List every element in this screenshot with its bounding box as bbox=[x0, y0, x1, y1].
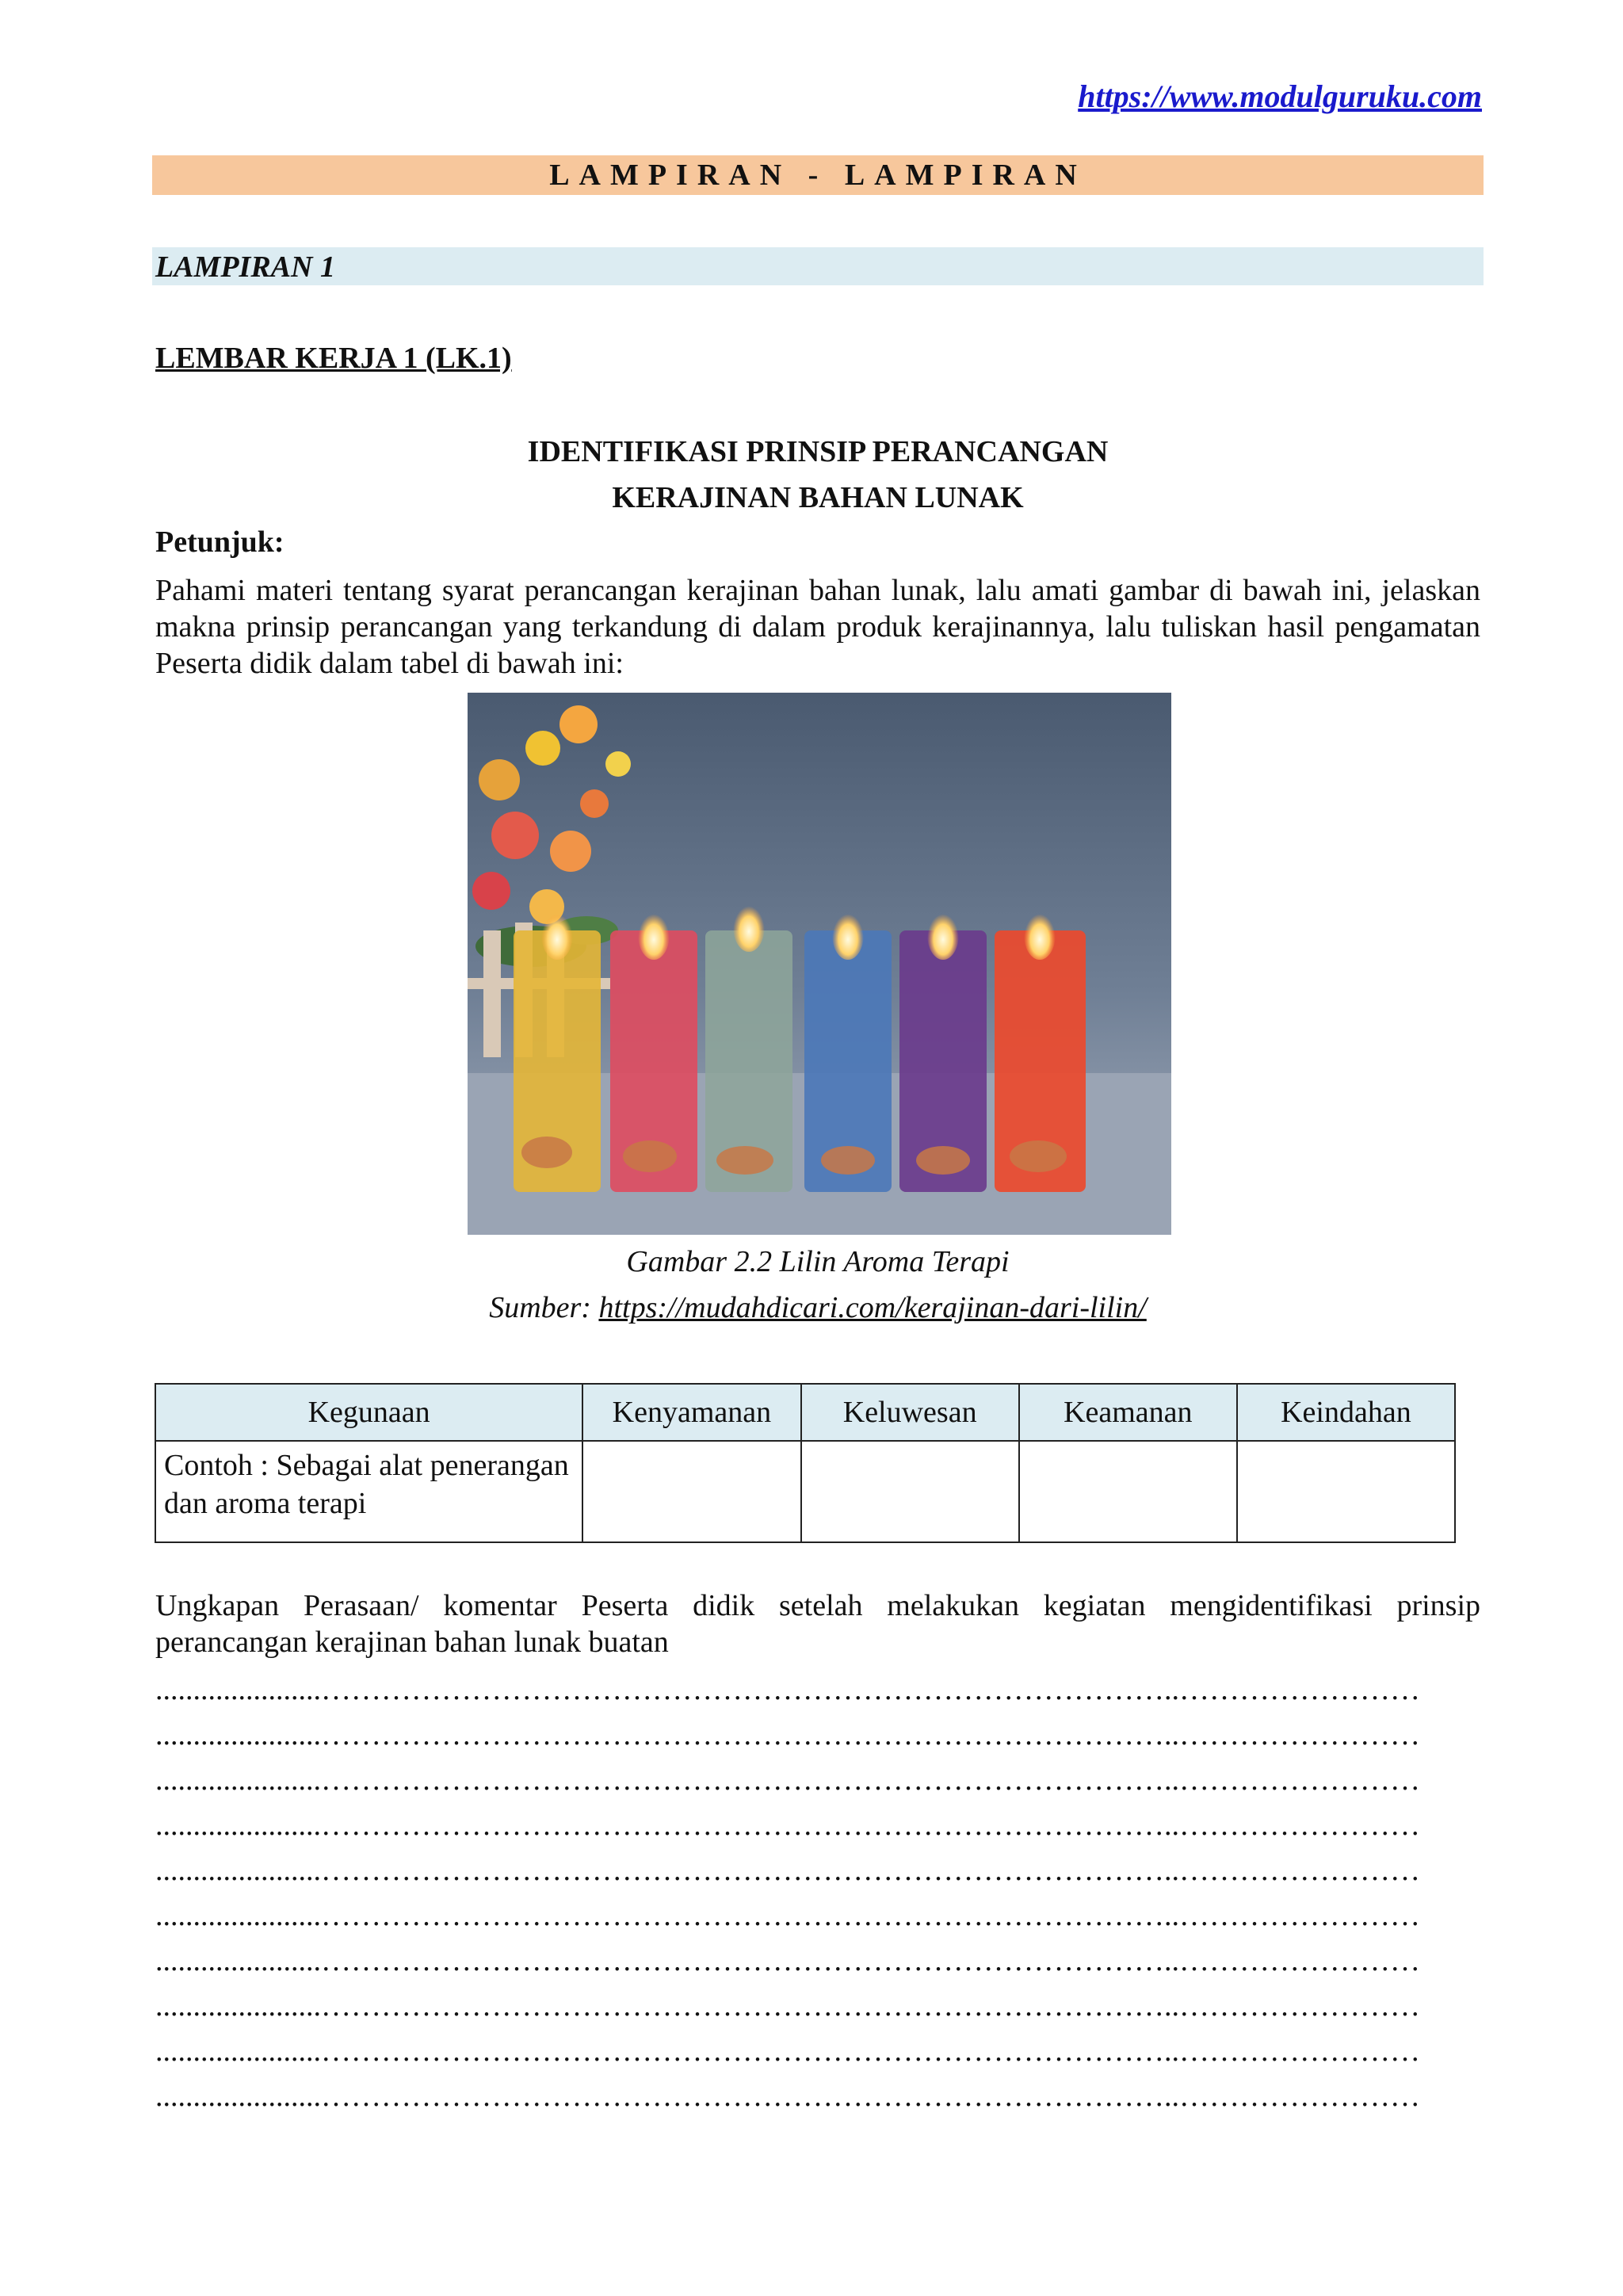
header-url-link[interactable]: https://www.modulguruku.com bbox=[1078, 78, 1482, 114]
answer-line[interactable]: ......................…………………………………………………………………………..…………………… bbox=[155, 1989, 1420, 2023]
answer-line[interactable]: ......................…………………………………………………………………………..…………………… bbox=[155, 1854, 1420, 1887]
observation-table bbox=[155, 1383, 1456, 1543]
header-keluwesan: Keluwesan bbox=[801, 1384, 1019, 1441]
header-kenyamanan: Kenyamanan bbox=[582, 1384, 800, 1441]
section-bar bbox=[152, 247, 1484, 285]
worksheet-title-line1: IDENTIFIKASI PRINSIP PERANCANGAN bbox=[527, 435, 1109, 468]
answer-line[interactable]: ......................…………………………………………………………………………..…………………… bbox=[155, 1718, 1420, 1752]
table-row bbox=[155, 1441, 1455, 1542]
reflection-prompt: Ungkapan Perasaan/ komentar Peserta didik setelah melakukan kegiatan mengidentifikasi prinsip perancangan kerajinan bahan lunak buatan bbox=[155, 1589, 1480, 1659]
candles-photo bbox=[468, 693, 1171, 1235]
instruction-label: Petunjuk: bbox=[155, 525, 285, 559]
cell-keindahan[interactable] bbox=[1237, 1441, 1455, 1542]
table-header-row bbox=[155, 1384, 1455, 1441]
title-banner bbox=[152, 155, 1484, 195]
worksheet-title-line2: KERAJINAN BAHAN LUNAK bbox=[612, 481, 1024, 514]
figure-caption: Gambar 2.2 Lilin Aroma Terapi bbox=[626, 1245, 1010, 1278]
header-keindahan: Keindahan bbox=[1237, 1384, 1455, 1441]
cell-keluwesan[interactable] bbox=[801, 1441, 1019, 1542]
figure-source-prefix: Sumber: bbox=[489, 1291, 599, 1324]
answer-line[interactable]: ......................…………………………………………………………………………..…………………… bbox=[155, 1899, 1420, 1932]
answer-line[interactable]: ......................…………………………………………………………………………..…………………… bbox=[155, 2080, 1420, 2113]
instruction-text: Pahami materi tentang syarat perancangan kerajinan bahan lunak, lalu amati gambar di bawah ini, jelaskan makna prinsip perancangan yang terkandung di dalam produk kerajinannya, lalu tuliskan hasil pengamatan Peserta didik dalam tabel di bawah ini: bbox=[155, 574, 1480, 680]
section-label: LAMPIRAN 1 bbox=[155, 250, 335, 284]
cell-keamanan[interactable] bbox=[1019, 1441, 1237, 1542]
header-keamanan: Keamanan bbox=[1019, 1384, 1237, 1441]
cell-kenyamanan[interactable] bbox=[582, 1441, 800, 1542]
answer-line[interactable]: ......................…………………………………………………………………………..…………………… bbox=[155, 1809, 1420, 1842]
worksheet-code: LEMBAR KERJA 1 (LK.1) bbox=[155, 342, 512, 375]
header-kegunaan: Kegunaan bbox=[155, 1384, 582, 1441]
figure-source bbox=[152, 1290, 1484, 1325]
figure-source-link[interactable]: https://mudahdicari.com/kerajinan-dari-lilin/ bbox=[598, 1291, 1147, 1324]
banner-text: LAMPIRAN - LAMPIRAN bbox=[549, 159, 1086, 192]
cell-kegunaan: Contoh : Sebagai alat penerangan dan aroma terapi bbox=[155, 1441, 582, 1542]
answer-line[interactable]: ......................…………………………………………………………………………..…………………… bbox=[155, 1763, 1420, 1797]
answer-line[interactable]: ......................…………………………………………………………………………..…………………… bbox=[155, 1944, 1420, 1977]
answer-line[interactable]: ......................…………………………………………………………………………..…………………… bbox=[155, 1673, 1420, 1706]
answer-line[interactable]: ......................…………………………………………………………………………..…………………… bbox=[155, 2034, 1420, 2068]
